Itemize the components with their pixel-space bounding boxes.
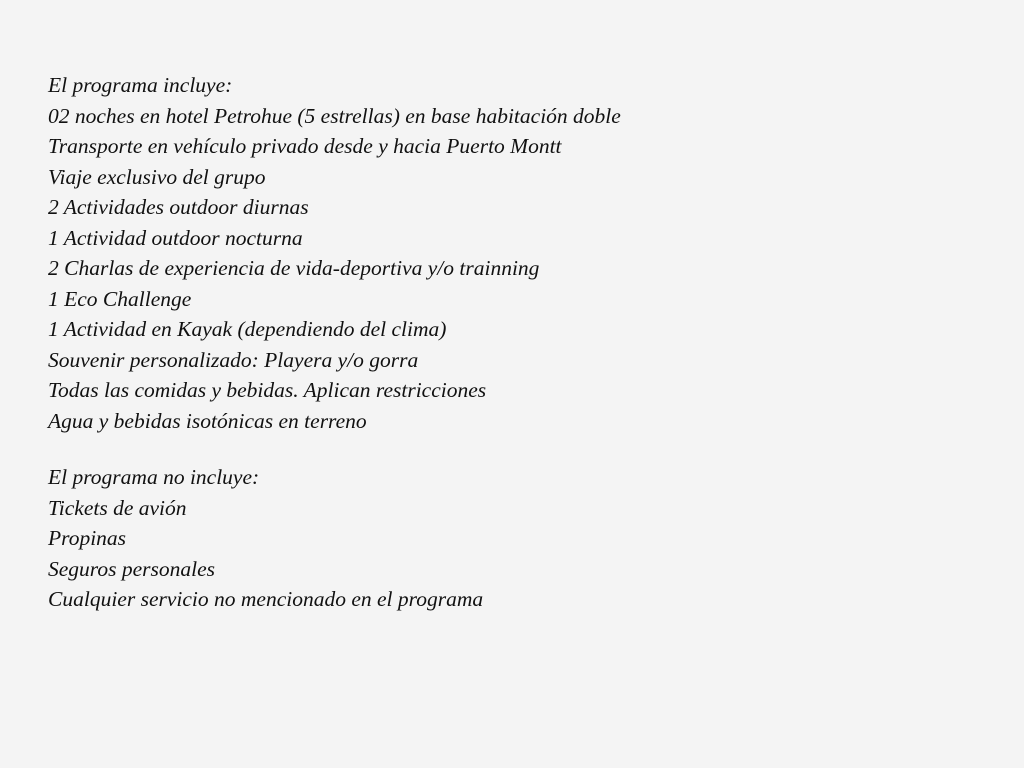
program-details	[48, 70, 988, 615]
included-item-night-activity: 1 Actividad outdoor nocturna	[48, 225, 303, 250]
excluded-item-insurance: Seguros personales	[48, 556, 216, 581]
included-item-eco-challenge: 1 Eco Challenge	[48, 286, 192, 311]
included-heading: El programa incluye:	[48, 73, 233, 97]
included-item-talks: 2 Charlas de experiencia de vida-deportiva y/o trainning	[48, 256, 540, 280]
excluded-list	[48, 493, 988, 615]
included-item-drinks: Agua y bebidas isotónicas en terreno	[48, 408, 367, 433]
excluded-section	[48, 462, 988, 615]
excluded-item-tips: Propinas	[48, 526, 127, 550]
included-item-kayak: 1 Actividad en Kayak (dependiendo del clima)	[48, 317, 447, 341]
included-list	[48, 101, 988, 437]
included-item-day-activities: 2 Actividades outdoor diurnas	[48, 195, 309, 219]
included-item-meals: Todas las comidas y bebidas. Aplican restricciones	[48, 378, 487, 402]
included-section	[48, 70, 988, 436]
included-item-transport: Transporte en vehículo privado desde y hacia Puerto Montt	[48, 134, 562, 158]
included-item-exclusive-trip: Viaje exclusivo del grupo	[48, 164, 266, 189]
excluded-heading: El programa no incluye:	[48, 465, 260, 489]
excluded-item-flights: Tickets de avión	[48, 495, 187, 520]
included-item-souvenir: Souvenir personalizado: Playera y/o gorra	[48, 347, 419, 372]
included-item-hotel: 02 noches en hotel Petrohue (5 estrellas) en base habitación doble	[48, 103, 621, 128]
excluded-item-other-services: Cualquier servicio no mencionado en el programa	[48, 587, 484, 611]
